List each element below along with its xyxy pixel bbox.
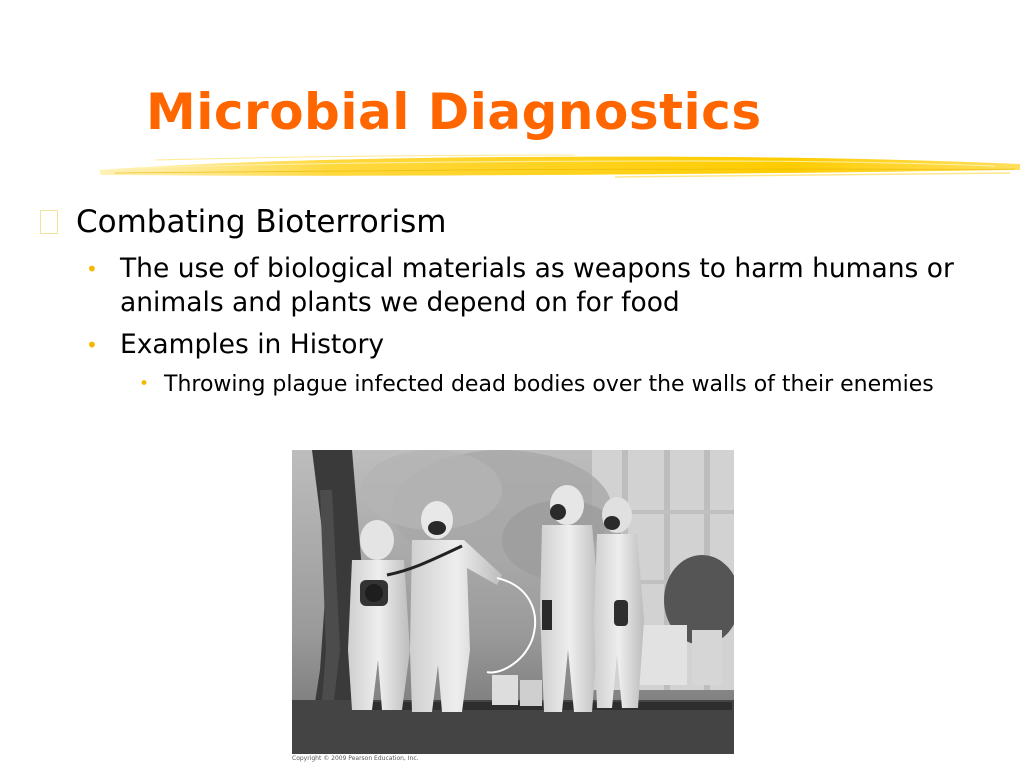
bullet-level3-text: Throwing plague infected dead bodies over the walls of their enemies <box>164 372 934 397</box>
title-underline-brush <box>95 146 1024 190</box>
bullet-level2-item <box>36 328 980 362</box>
bullet-level3-item <box>36 370 964 399</box>
slide-title: Microbial Diagnostics <box>146 83 762 141</box>
bullet-level2-item <box>36 252 980 320</box>
bullet-level2-text: Examples in History <box>120 329 385 360</box>
photo-copyright: Copyright © 2009 Pearson Education, Inc. <box>292 755 419 762</box>
bullet-level2-text: The use of biological materials as weapons to harm humans or animals and plants we depend on for food <box>120 253 954 318</box>
bullet-level1-item <box>36 202 996 242</box>
empty-box-icon <box>40 210 58 234</box>
hazmat-photo <box>292 450 734 754</box>
hazmat-team-image <box>292 450 734 754</box>
bullet-level1-text: Combating Bioterrorism <box>76 204 447 240</box>
bullet-dot-icon: • <box>139 374 150 394</box>
slide-content <box>36 202 996 399</box>
bullet-dot-icon: • <box>86 257 98 281</box>
bullet-dot-icon: • <box>86 333 98 357</box>
